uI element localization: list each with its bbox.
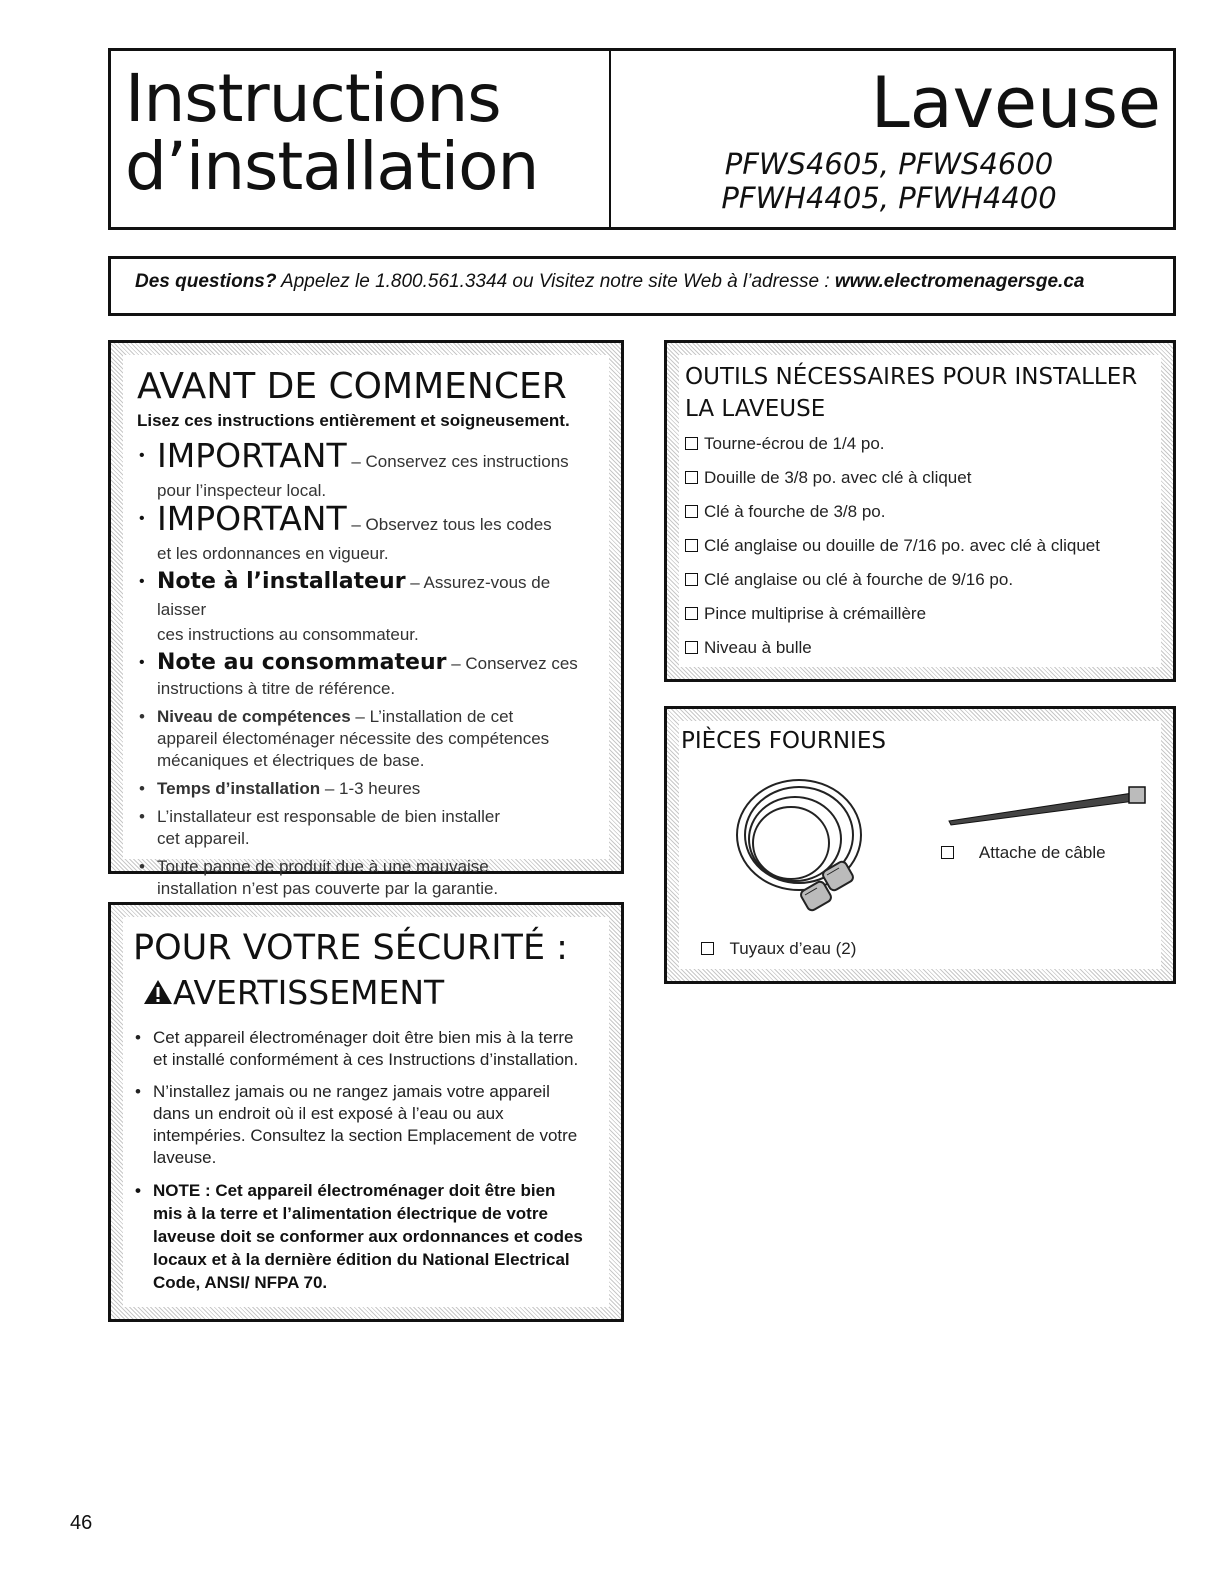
tool-item: Tourne-écrou de 1/4 po. xyxy=(685,427,1155,461)
item-text: Assurez-vous de laisser xyxy=(157,573,551,619)
warning-label: AVERTISSEMENT xyxy=(173,973,445,1012)
checkbox-icon[interactable] xyxy=(941,846,954,859)
tool-item: Douille de 3/8 po. avec clé à cliquet xyxy=(685,461,1155,495)
item-text: L’installation de cet appareil électoménager nécessite des compétences mécaniques et électriques de base. xyxy=(157,707,550,770)
questions-box xyxy=(108,256,1176,316)
item-label: Niveau de compétences xyxy=(157,707,351,726)
hoses-label: Tuyaux d’eau (2) xyxy=(701,939,856,959)
item-label: Temps d’installation xyxy=(157,779,321,798)
avant-list xyxy=(137,436,599,900)
checkbox-icon[interactable] xyxy=(685,641,698,654)
checkbox-icon[interactable] xyxy=(701,942,714,955)
pieces-content xyxy=(679,721,1161,969)
item-label: Note au consommateur xyxy=(157,650,447,675)
item-cont: ces instructions au consommateur. xyxy=(157,625,419,644)
list-item: • Temps d’installation – 1-3 heures xyxy=(137,778,599,800)
checkbox-icon[interactable] xyxy=(685,471,698,484)
website-link[interactable]: www.electromenagersge.ca xyxy=(834,271,1085,292)
tool-item: Clé à fourche de 3/8 po. xyxy=(685,495,1155,529)
header-divider xyxy=(609,51,611,227)
checkbox-icon[interactable] xyxy=(685,437,698,450)
questions-line xyxy=(135,271,1084,293)
title-line-2: d’installation xyxy=(125,128,539,205)
tools-list xyxy=(685,427,1155,665)
list-item: • IMPORTANT – Observez tous les codes et les ordonnances en vigueur. xyxy=(137,502,599,565)
item-cont: et les ordonnances en vigueur. xyxy=(157,544,389,563)
list-item: • Note au consommateur – Conservez ces instructions à titre de référence. xyxy=(137,650,599,700)
list-item xyxy=(137,806,599,850)
tool-item: Pince multiprise à crémaillère xyxy=(685,597,1155,631)
cable-tie-icon xyxy=(945,781,1153,831)
warning-heading xyxy=(143,973,599,1013)
list-item: • IMPORTANT – Conservez ces instructions pour l’inspecteur local. xyxy=(137,439,599,502)
warning-icon xyxy=(143,979,173,1005)
list-item: • NOTE : Cet appareil électroménager doit être bien mis à la terre et l’alimentation électrique de votre laveuse doit se conformer aux ordonnances et codes locaux et à la dernière édition du National Electrical Code, ANSI/ NFPA 70. xyxy=(133,1179,585,1294)
outils-section xyxy=(664,340,1176,682)
list-item: • Note à l’installateur – Assurez-vous de laisser ces instructions au consommateur. xyxy=(137,569,599,646)
item-cont: pour l’inspecteur local. xyxy=(157,481,327,500)
list-item xyxy=(137,856,599,900)
pieces-section xyxy=(664,706,1176,984)
outils-title: OUTILS NÉCESSAIRES POUR INSTALLER LA LAVEUSE xyxy=(685,364,1138,422)
tool-item: Clé anglaise ou douille de 7/16 po. avec clé à cliquet xyxy=(685,529,1155,563)
avant-title: AVANT DE COMMENCER xyxy=(137,366,567,407)
document-title xyxy=(125,60,539,205)
tool-item: Niveau à bulle xyxy=(685,631,1155,665)
header-box xyxy=(108,48,1176,230)
checkbox-icon[interactable] xyxy=(685,607,698,620)
item-text: Toute panne de produit due à une mauvaise installation n’est pas couverte par la garantie. xyxy=(157,857,499,898)
avant-subtitle: Lisez ces instructions entièrement et soigneusement. xyxy=(137,411,570,430)
checkbox-icon[interactable] xyxy=(685,539,698,552)
item-label: IMPORTANT xyxy=(157,499,347,538)
pieces-title: PIÈCES FOURNIES xyxy=(681,728,886,754)
models-line-2: PFWH4405, PFWH4400 xyxy=(721,181,1057,215)
item-text: L’installateur est responsable de bien installer cet appareil. xyxy=(157,807,501,848)
avant-content xyxy=(123,355,609,898)
title-line-1: Instructions xyxy=(125,60,501,137)
water-hoses-icon xyxy=(729,773,879,923)
checkbox-icon[interactable] xyxy=(685,573,698,586)
item-text: Conservez ces xyxy=(465,654,578,673)
questions-text: Appelez le 1.800.561.3344 ou Visitez notre site Web à l’adresse : xyxy=(276,271,835,292)
questions-lead: Des questions? xyxy=(135,271,277,292)
models-line-1: PFWS4605, PFWS4600 xyxy=(724,147,1054,181)
checkbox-icon[interactable] xyxy=(685,505,698,518)
page-number: 46 xyxy=(70,1512,93,1534)
outils-content xyxy=(679,355,1161,667)
securite-title: POUR VOTRE SÉCURITÉ : xyxy=(133,928,568,968)
model-numbers xyxy=(709,147,1069,215)
item-text: 1-3 heures xyxy=(339,779,421,798)
tie-label: Attache de câble xyxy=(941,843,1106,863)
item-text: Conservez ces instructions xyxy=(365,452,569,471)
avant-section xyxy=(108,340,624,898)
securite-section xyxy=(108,902,624,1322)
tool-item: Clé anglaise ou clé à fourche de 9/16 po. xyxy=(685,563,1155,597)
list-item: • N’installez jamais ou ne rangez jamais votre appareil dans un endroit où il est exposé à l’eau ou aux intempéries. Consultez la section Emplacement de votre laveuse. xyxy=(133,1081,585,1169)
securite-content xyxy=(123,917,609,1307)
item-text: Observez tous les codes xyxy=(365,515,552,534)
securite-list xyxy=(133,1027,599,1294)
list-item: • Niveau de compétences – L’installation de cet appareil électoménager nécessite des compétences mécaniques et électriques de base. xyxy=(137,706,599,772)
item-label: IMPORTANT xyxy=(157,436,347,475)
item-label: Note à l’installateur xyxy=(157,569,406,594)
product-name: Laveuse xyxy=(870,62,1161,144)
list-item: • Cet appareil électroménager doit être bien mis à la terre et installé conformément à ces Instructions d’installation. xyxy=(133,1027,585,1071)
item-cont: instructions à titre de référence. xyxy=(157,679,396,698)
